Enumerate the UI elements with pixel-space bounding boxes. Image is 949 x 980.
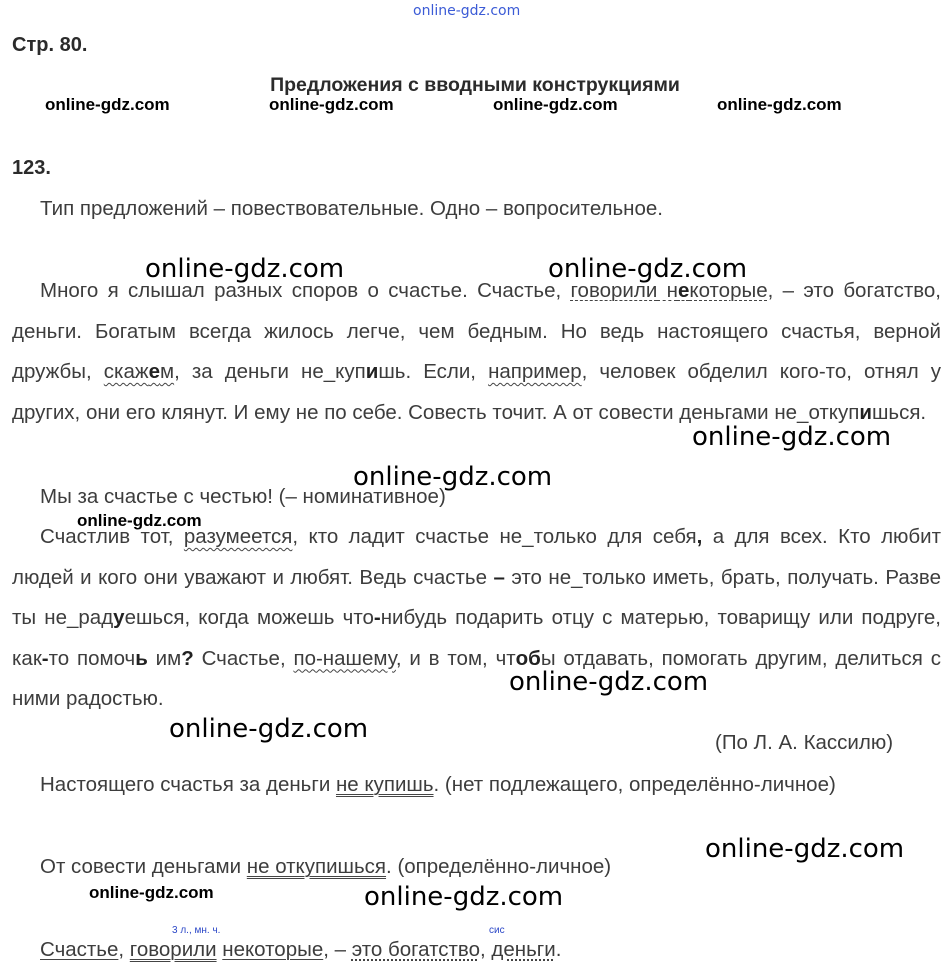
watermark: online-gdz.com <box>269 95 394 114</box>
analysis-sentence-2: От совести деньгами не откупишься. (определённо-личное) <box>40 855 612 878</box>
watermark: online-gdz.com <box>364 882 564 912</box>
page-reference: Стр. 80. <box>12 34 88 56</box>
paragraph-3: Счастлив тот, разумеется, кто ладит счастье не_только для себя, а для всех. Кто любит людей и кого они уважают и любят. Ведь счастье – это не_только иметь, брать, получать. Разве ты не_радуешься, когда можешь что-нибудь подарить отцу с матерью, товарищу или подруге, как-то помочь им? Счастье, по-нашему, и в том, чтобы отдавать, помогать другим, делиться с ними радостью. <box>12 525 941 710</box>
intro-text: Тип предложений – повествовательные. Одно – вопросительное. <box>40 197 663 220</box>
watermark: online-gdz.com <box>45 95 170 114</box>
annotation-person-number: 3 л., мн. ч. <box>172 925 221 936</box>
watermark: online-gdz.com <box>77 511 202 530</box>
top-watermark: online-gdz.com <box>413 3 521 19</box>
watermark: online-gdz.com <box>89 883 214 902</box>
watermark: online-gdz.com <box>493 95 618 114</box>
watermark: online-gdz.com <box>509 667 709 697</box>
paragraph-1: Много я слышал разных споров о счастье. Счастье, говорили некоторые, – это богатство, деньги. Богатым всегда жилось легче, чем бедным. Но ведь настоящего счастья, верной дружбы, скажем, за деньги не_купишь. Если, например, человек обделил кого-то, отнял у других, они его клянут. И ему не по себе. Совесть точит. А от совести деньгами не_откупишься. <box>12 279 941 424</box>
watermark: online-gdz.com <box>169 714 369 744</box>
paragraph-2: Мы за счастье с честью! (– номинативное) <box>40 485 446 508</box>
watermark: online-gdz.com <box>717 95 842 114</box>
watermark: online-gdz.com <box>548 254 748 284</box>
exercise-number: 123. <box>12 157 51 179</box>
source-attribution: (По Л. А. Кассилю) <box>715 731 894 754</box>
watermark: online-gdz.com <box>705 834 905 864</box>
analysis-sentence-1: Настоящего счастья за деньги не купишь. (нет подлежащего, определённо-личное) <box>40 773 836 796</box>
page-title: Предложения с вводными конструкциями <box>270 74 680 96</box>
watermark: online-gdz.com <box>353 462 553 492</box>
annotation-part-of-speech: сис <box>489 925 505 936</box>
analysis-sentence-3: Счастье, говорили некоторые, – это богатство, деньги. <box>40 938 562 961</box>
watermark: online-gdz.com <box>692 422 892 452</box>
watermark: online-gdz.com <box>145 254 345 284</box>
